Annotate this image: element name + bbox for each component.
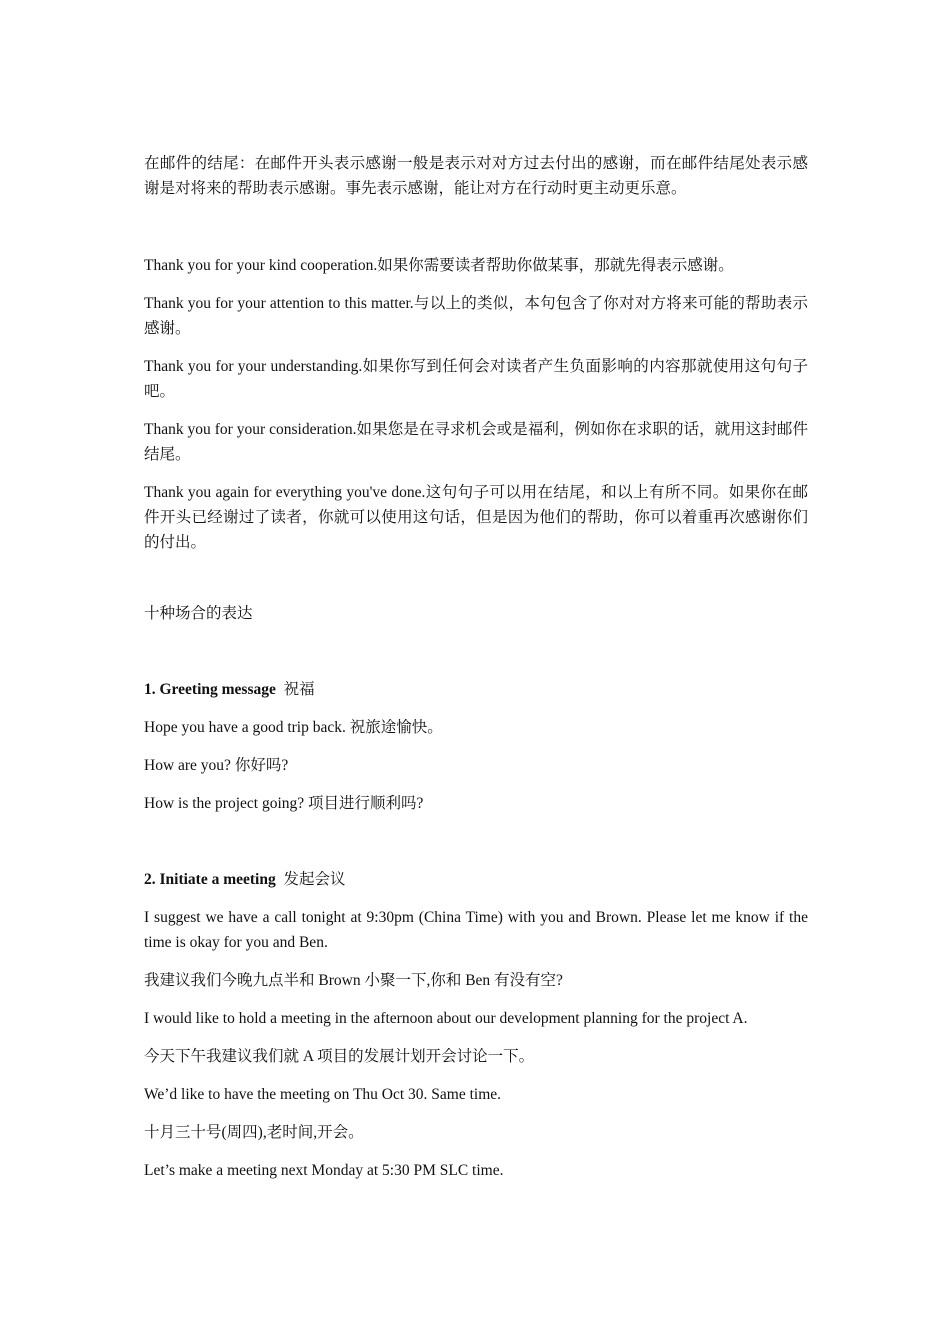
example-line: How is the project going? 项目进行顺利吗?: [144, 795, 424, 812]
thanks-item: Thank you again for everything you've done.这句句子可以用在结尾，和以上有所不同。如果你在邮件开头已经谢过了读者，你就可以使用这句话，但是因为他们的帮助，你可以着重再次感谢你们的付出。: [144, 484, 808, 551]
heading-chinese: 祝福: [283, 681, 315, 698]
thanks-item: Thank you for your kind cooperation.如果你需要读者帮助你做某事，那就先得表示感谢。: [144, 257, 734, 274]
thanks-item: Thank you for your attention to this matter.与以上的类似，本句包含了你对对方将来可能的帮助表示感谢。: [144, 295, 808, 337]
heading-english: 2. Initiate a meeting: [144, 871, 276, 888]
example-line: Let’s make a meeting next Monday at 5:30 PM SLC time.: [144, 1162, 504, 1179]
example-line: How are you? 你好吗?: [144, 757, 289, 774]
section-title: 十种场合的表达: [144, 605, 253, 622]
example-line: I suggest we have a call tonight at 9:30pm (China Time) with you and Brown. Please let me know if the time is okay for you and Ben.: [144, 909, 808, 951]
example-line: 今天下午我建议我们就 A 项目的发展计划开会讨论一下。: [144, 1048, 535, 1065]
spacer: [144, 201, 808, 253]
document-page: [144, 151, 808, 1196]
example-line: Hope you have a good trip back. 祝旅途愉快。: [144, 719, 443, 736]
example-line: We’d like to have the meeting on Thu Oct 30. Same time.: [144, 1086, 502, 1103]
thanks-item: Thank you for your understanding.如果你写到任何会对读者产生负面影响的内容那就使用这句句子吧。: [144, 358, 808, 400]
section-heading-greeting: [144, 677, 808, 702]
example-line: I would like to hold a meeting in the afternoon about our development planning for the project A.: [144, 1010, 748, 1027]
example-line: 十月三十号(周四),老时间,开会。: [144, 1124, 364, 1141]
section-heading-meeting: [144, 867, 808, 892]
heading-chinese: 发起会议: [283, 871, 346, 888]
example-line: 我建议我们今晚九点半和 Brown 小聚一下,你和 Ben 有没有空?: [144, 972, 563, 989]
intro-paragraph: 在邮件的结尾：在邮件开头表示感谢一般是表示对对方过去付出的感谢，而在邮件结尾处表示感谢是对将来的帮助表示感谢。事先表示感谢，能让对方在行动时更主动更乐意。: [144, 155, 808, 197]
thanks-item: Thank you for your consideration.如果您是在寻求机会或是福利，例如你在求职的话，就用这封邮件结尾。: [144, 421, 808, 463]
heading-english: 1. Greeting message: [144, 681, 276, 698]
